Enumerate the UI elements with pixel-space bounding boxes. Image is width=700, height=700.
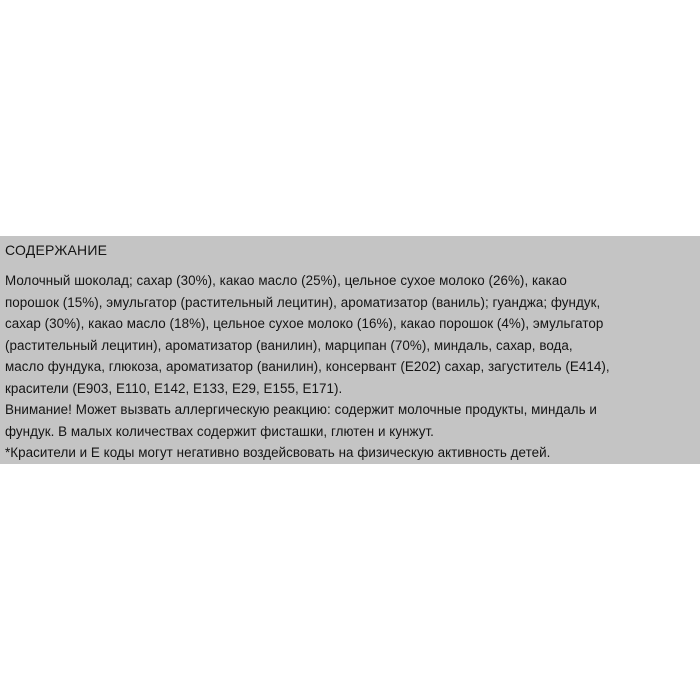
ingredients-label: [0, 236, 700, 464]
colorants-note: *Красители и Е коды могут негативно воздейсвовать на физическую активность детей.: [5, 445, 551, 460]
ingredients-line-6: красители (E903, E110, E142, E133, E29, E155, E171).: [5, 380, 343, 396]
ingredients-line-1: Молочный шоколад; сахар (30%), какао масло (25%), цельное сухое молоко (26%), какао: [5, 273, 567, 288]
ingredients-line-5: масло фундука, глюкоза, ароматизатор (ванилин), консервант (E202) сахар, загуститель (E414),: [5, 359, 610, 374]
ingredients-line-2: порошок (15%), эмульгатор (растительный лецитин), ароматизатор (ваниль); гуанджа; фундук,: [5, 294, 601, 310]
allergy-warning-line-2: фундук. В малых количествах содержит фисташки, глютен и кунжут.: [5, 423, 434, 439]
label-heading: СОДЕРЖАНИЕ: [5, 242, 108, 258]
ingredients-line-4: (растительный лецитин), ароматизатор (ванилин), марципан (70%), миндаль, сахар, вода,: [5, 337, 573, 353]
allergy-warning-line-1: Внимание! Может вызвать аллергическую реакцию: содержит молочные продукты, миндаль и: [5, 402, 597, 417]
ingredients-line-3: сахар (30%), какао масло (18%), цельное сухое молоко (16%), какао порошок (4%), эмульгатор: [5, 316, 604, 331]
